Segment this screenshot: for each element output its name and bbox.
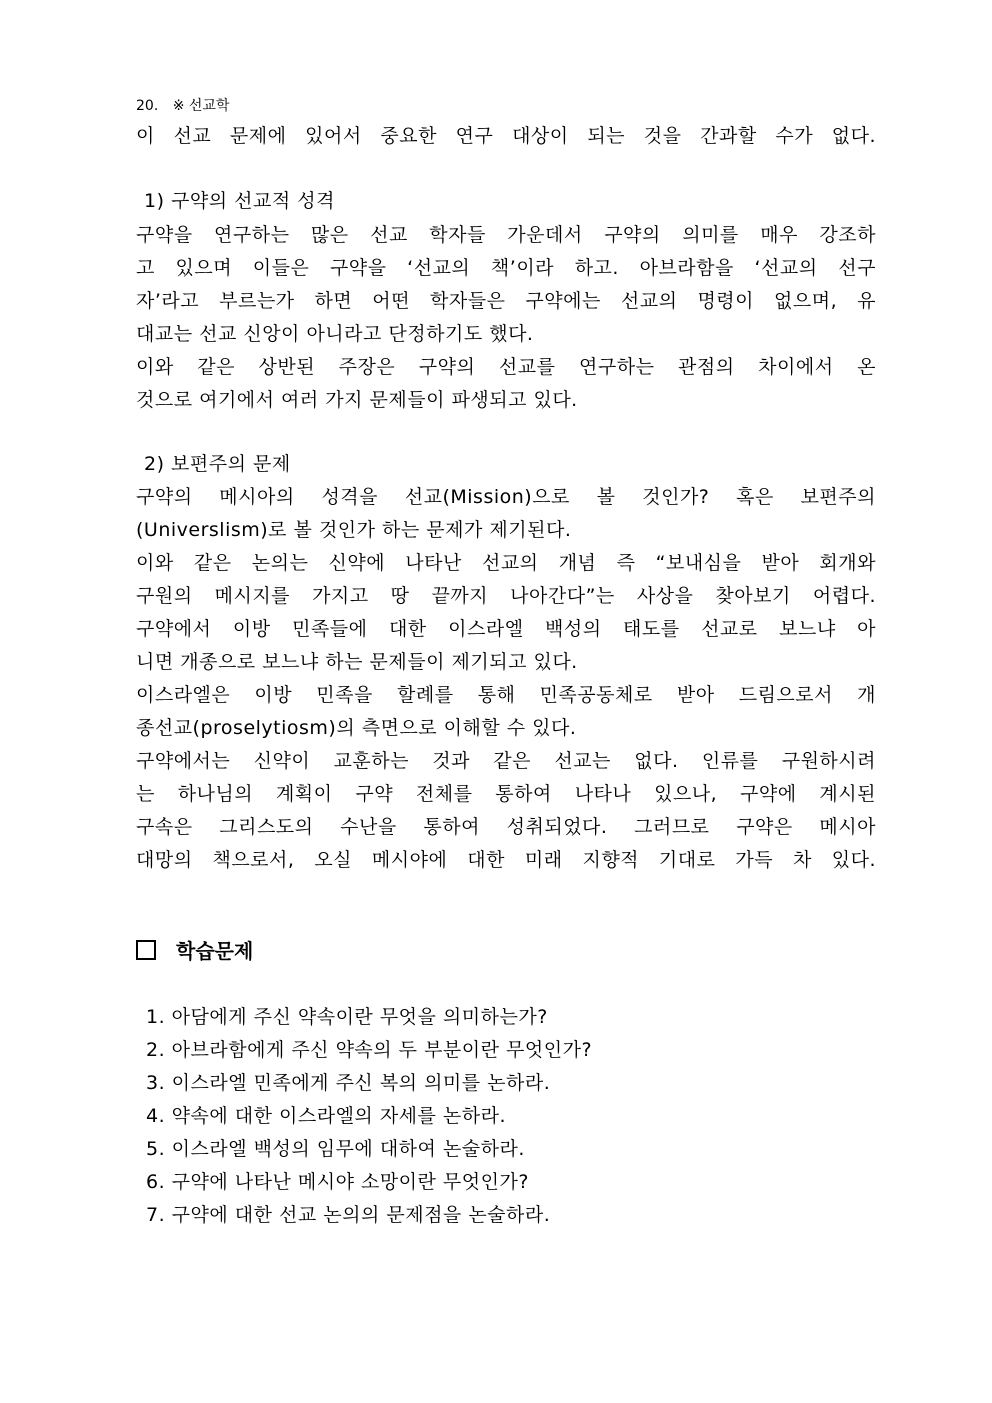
- section2-line: 니면 개종으로 보느냐 하는 문제들이 제기되고 있다.: [136, 651, 578, 673]
- section2-line: 는 하나님의 계획이 구약 전체를 통하여 나타나 있으나, 구약에 계시된: [136, 783, 876, 805]
- study-title-text: 학습문제: [176, 939, 254, 963]
- page-number: 20.: [136, 98, 159, 114]
- section1-line: 자’라고 부르는가 하면 어떤 학자들은 구약에는 선교의 명령이 없으며, 유: [136, 290, 876, 312]
- section2-line: 구속은 그리스도의 수난을 통하여 성취되었다. 그러므로 구약은 메시아: [136, 816, 876, 838]
- section1-line: 것으로 여기에서 여러 가지 문제들이 파생되고 있다.: [136, 389, 578, 411]
- study-question: 1. 아담에게 주신 약속이란 무엇을 의미하는가?: [146, 1006, 548, 1028]
- section1-line: 구약을 연구하는 많은 선교 학자들 가운데서 구약의 의미를 매우 강조하: [136, 224, 876, 246]
- section2-line: 이스라엘은 이방 민족을 할례를 통해 민족공동체로 받아 드림으로서 개: [136, 684, 876, 706]
- section2-line: 대망의 책으로서, 오실 메시야에 대한 미래 지향적 기대로 가득 차 있다.: [136, 849, 876, 871]
- section2-line: 구원의 메시지를 가지고 땅 끝까지 나아간다”는 사상을 찾아보기 어렵다.: [136, 585, 876, 607]
- section2-line: 구약에서는 신약이 교훈하는 것과 같은 선교는 없다. 인류를 구원하시려: [136, 750, 876, 772]
- section1-heading: 1) 구약의 선교적 성격: [144, 190, 335, 212]
- chapter-title: ※ 선교학: [172, 98, 230, 114]
- section2-line: 종선교(proselytiosm)의 측면으로 이해할 수 있다.: [136, 717, 577, 739]
- study-question: 3. 이스라엘 민족에게 주신 복의 의미를 논하라.: [146, 1072, 551, 1094]
- section2-line: 이와 같은 논의는 신약에 나타난 선교의 개념 즉 “보내심을 받아 회개와: [136, 552, 876, 574]
- section2-line: 구약에서 이방 민족들에 대한 이스라엘 백성의 태도를 선교로 보느냐 아: [136, 618, 876, 640]
- study-question: 6. 구약에 나타난 메시야 소망이란 무엇인가?: [146, 1171, 529, 1193]
- empty-square-icon: [136, 940, 156, 960]
- section1-line: 이와 같은 상반된 주장은 구약의 선교를 연구하는 관점의 차이에서 온: [136, 356, 876, 378]
- study-question: 5. 이스라엘 백성의 임무에 대하여 논술하라.: [146, 1138, 525, 1160]
- section1-line: 고 있으며 이들은 구약을 ‘선교의 책’이라 하고. 아브라함을 ‘선교의 선구: [136, 257, 876, 279]
- study-question: 4. 약속에 대한 이스라엘의 자세를 논하라.: [146, 1105, 507, 1127]
- section2-heading: 2) 보편주의 문제: [144, 453, 291, 475]
- study-section-title: [136, 935, 253, 964]
- page-header: [136, 97, 229, 115]
- intro-line: 이 선교 문제에 있어서 중요한 연구 대상이 되는 것을 간과할 수가 없다.: [136, 125, 876, 147]
- study-question: 2. 아브라함에게 주신 약속의 두 부분이란 무엇인가?: [146, 1039, 593, 1061]
- study-question: 7. 구약에 대한 선교 논의의 문제점을 논술하라.: [146, 1204, 551, 1226]
- section1-line: 대교는 선교 신앙이 아니라고 단정하기도 했다.: [136, 323, 534, 345]
- section2-line: (Universlism)로 볼 것인가 하는 문제가 제기된다.: [136, 519, 572, 541]
- section2-line: 구약의 메시아의 성격을 선교(Mission)으로 볼 것인가? 혹은 보편주의: [136, 486, 876, 508]
